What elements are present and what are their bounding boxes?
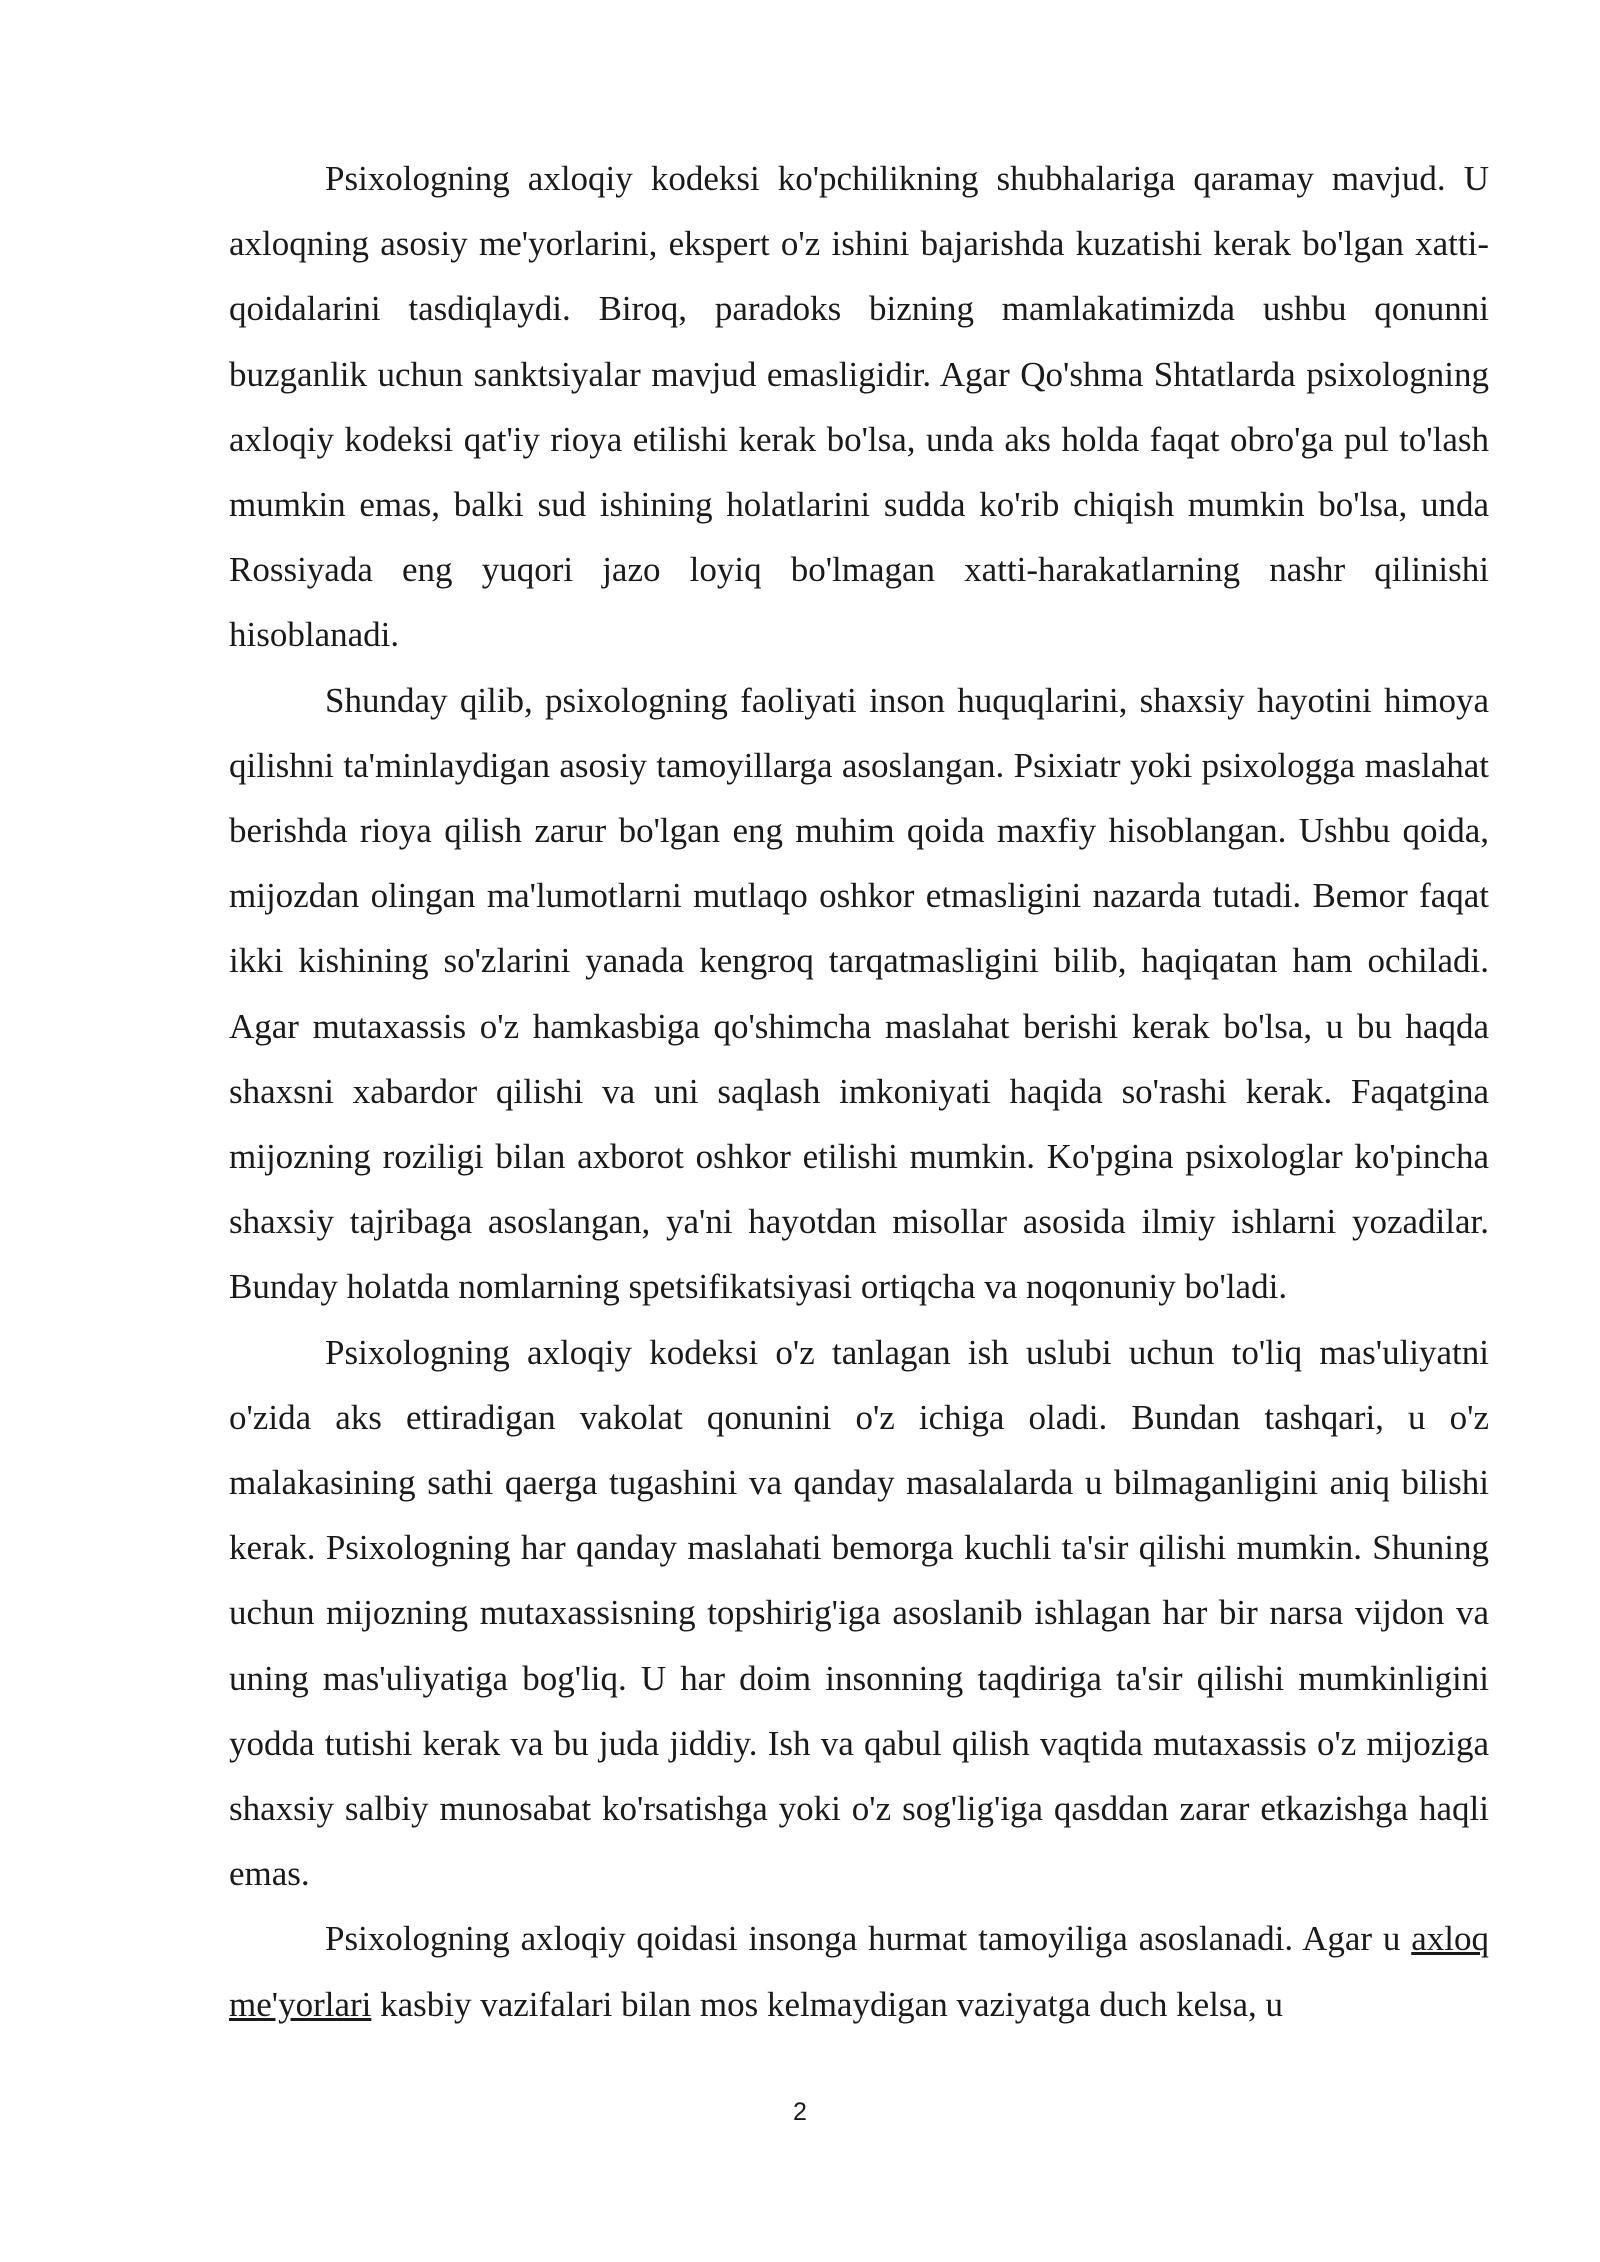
paragraph-4 <box>229 1906 1489 2036</box>
axloq-meyorlari-link[interactable]: axloq me'yorlari <box>229 1919 1489 2024</box>
paragraph-4-text-before: Psixologning axloqiy qoidasi insonga hurmat tamoyiliga asoslanadi. Agar u <box>325 1919 1412 1959</box>
body-text <box>229 146 1489 2037</box>
page-number: 2 <box>793 2098 807 2126</box>
paragraph-2: Shunday qilib, psixologning faoliyati inson huquqlarini, shaxsiy hayotini himoya qilishni ta'minlaydigan asosiy tamoyillarga asoslangan. Psixiatr yoki psixologga maslahat berishda rioya qilish zarur bo'lgan eng muhim qoida maxfiy hisoblangan. Ushbu qoida, mijozdan olingan ma'lumotlarni mutlaqo oshkor etmasligini nazarda tutadi. Bemor faqat ikki kishining so'zlarini yanada kengroq tarqatmasligini bilib, haqiqatan ham ochiladi. Agar mutaxassis o'z hamkasbiga qo'shimcha maslahat berishi kerak bo'lsa, u bu haqda shaxsni xabardor qilishi va uni saqlash imkoniyati haqida so'rashi kerak. Faqatgina mijozning roziligi bilan axborot oshkor etilishi mumkin. Ko'pgina psixologlar ko'pincha shaxsiy tajribaga asoslangan, ya'ni hayotdan misollar asosida ilmiy ishlarni yozadilar. Bunday holatda nomlarning spetsifikatsiyasi ortiqcha va noqonuniy bo'ladi. <box>229 680 1489 1307</box>
paragraph-1: Psixologning axloqiy kodeksi ko'pchilikning shubhalariga qaramay mavjud. U axloqning asosiy me'yorlarini, ekspert o'z ishini bajarishda kuzatishi kerak bo'lgan xatti-qoidalarini tasdiqlaydi. Biroq, paradoks bizning mamlakatimizda ushbu qonunni buzganlik uchun sanktsiyalar mavjud emasligidir. Agar Qo'shma Shtatlarda psixologning axloqiy kodeksi qat'iy rioya etilishi kerak bo'lsa, unda aks holda faqat obro'ga pul to'lash mumkin emas, balki sud ishining holatlarini sudda ko'rib chiqish mumkin bo'lsa, unda Rossiyada eng yuqori jazo loyiq bo'lmagan xatti-harakatlarning nashr qilinishi hisoblanadi. <box>229 159 1489 655</box>
paragraph-4-text-after: kasbiy vazifalari bilan mos kelmaydigan vaziyatga duch kelsa, u <box>371 1984 1283 2024</box>
paragraph-3: Psixologning axloqiy kodeksi o'z tanlagan ish uslubi uchun to'liq mas'uliyatni o'zida aks ettiradigan vakolat qonunini o'z ichiga oladi. Bundan tashqari, u o'z malakasining sathi qaerga tugashini va qanday masalalarda u bilmaganligini aniq bilishi kerak. Psixologning har qanday maslahati bemorga kuchli ta'sir qilishi mumkin. Shuning uchun mijozning mutaxassisning topshirig'iga asoslanib ishlagan har bir narsa vijdon va uning mas'uliyatiga bog'liq. U har doim insonning taqdiriga ta'sir qilishi mumkinligini yodda tutishi kerak va bu juda jiddiy. Ish va qabul qilish vaqtida mutaxassis o'z mijoziga shaxsiy salbiy munosabat ko'rsatishga yoki o'z sog'lig'iga qasddan zarar etkazishga haqli emas. <box>229 1332 1489 1894</box>
